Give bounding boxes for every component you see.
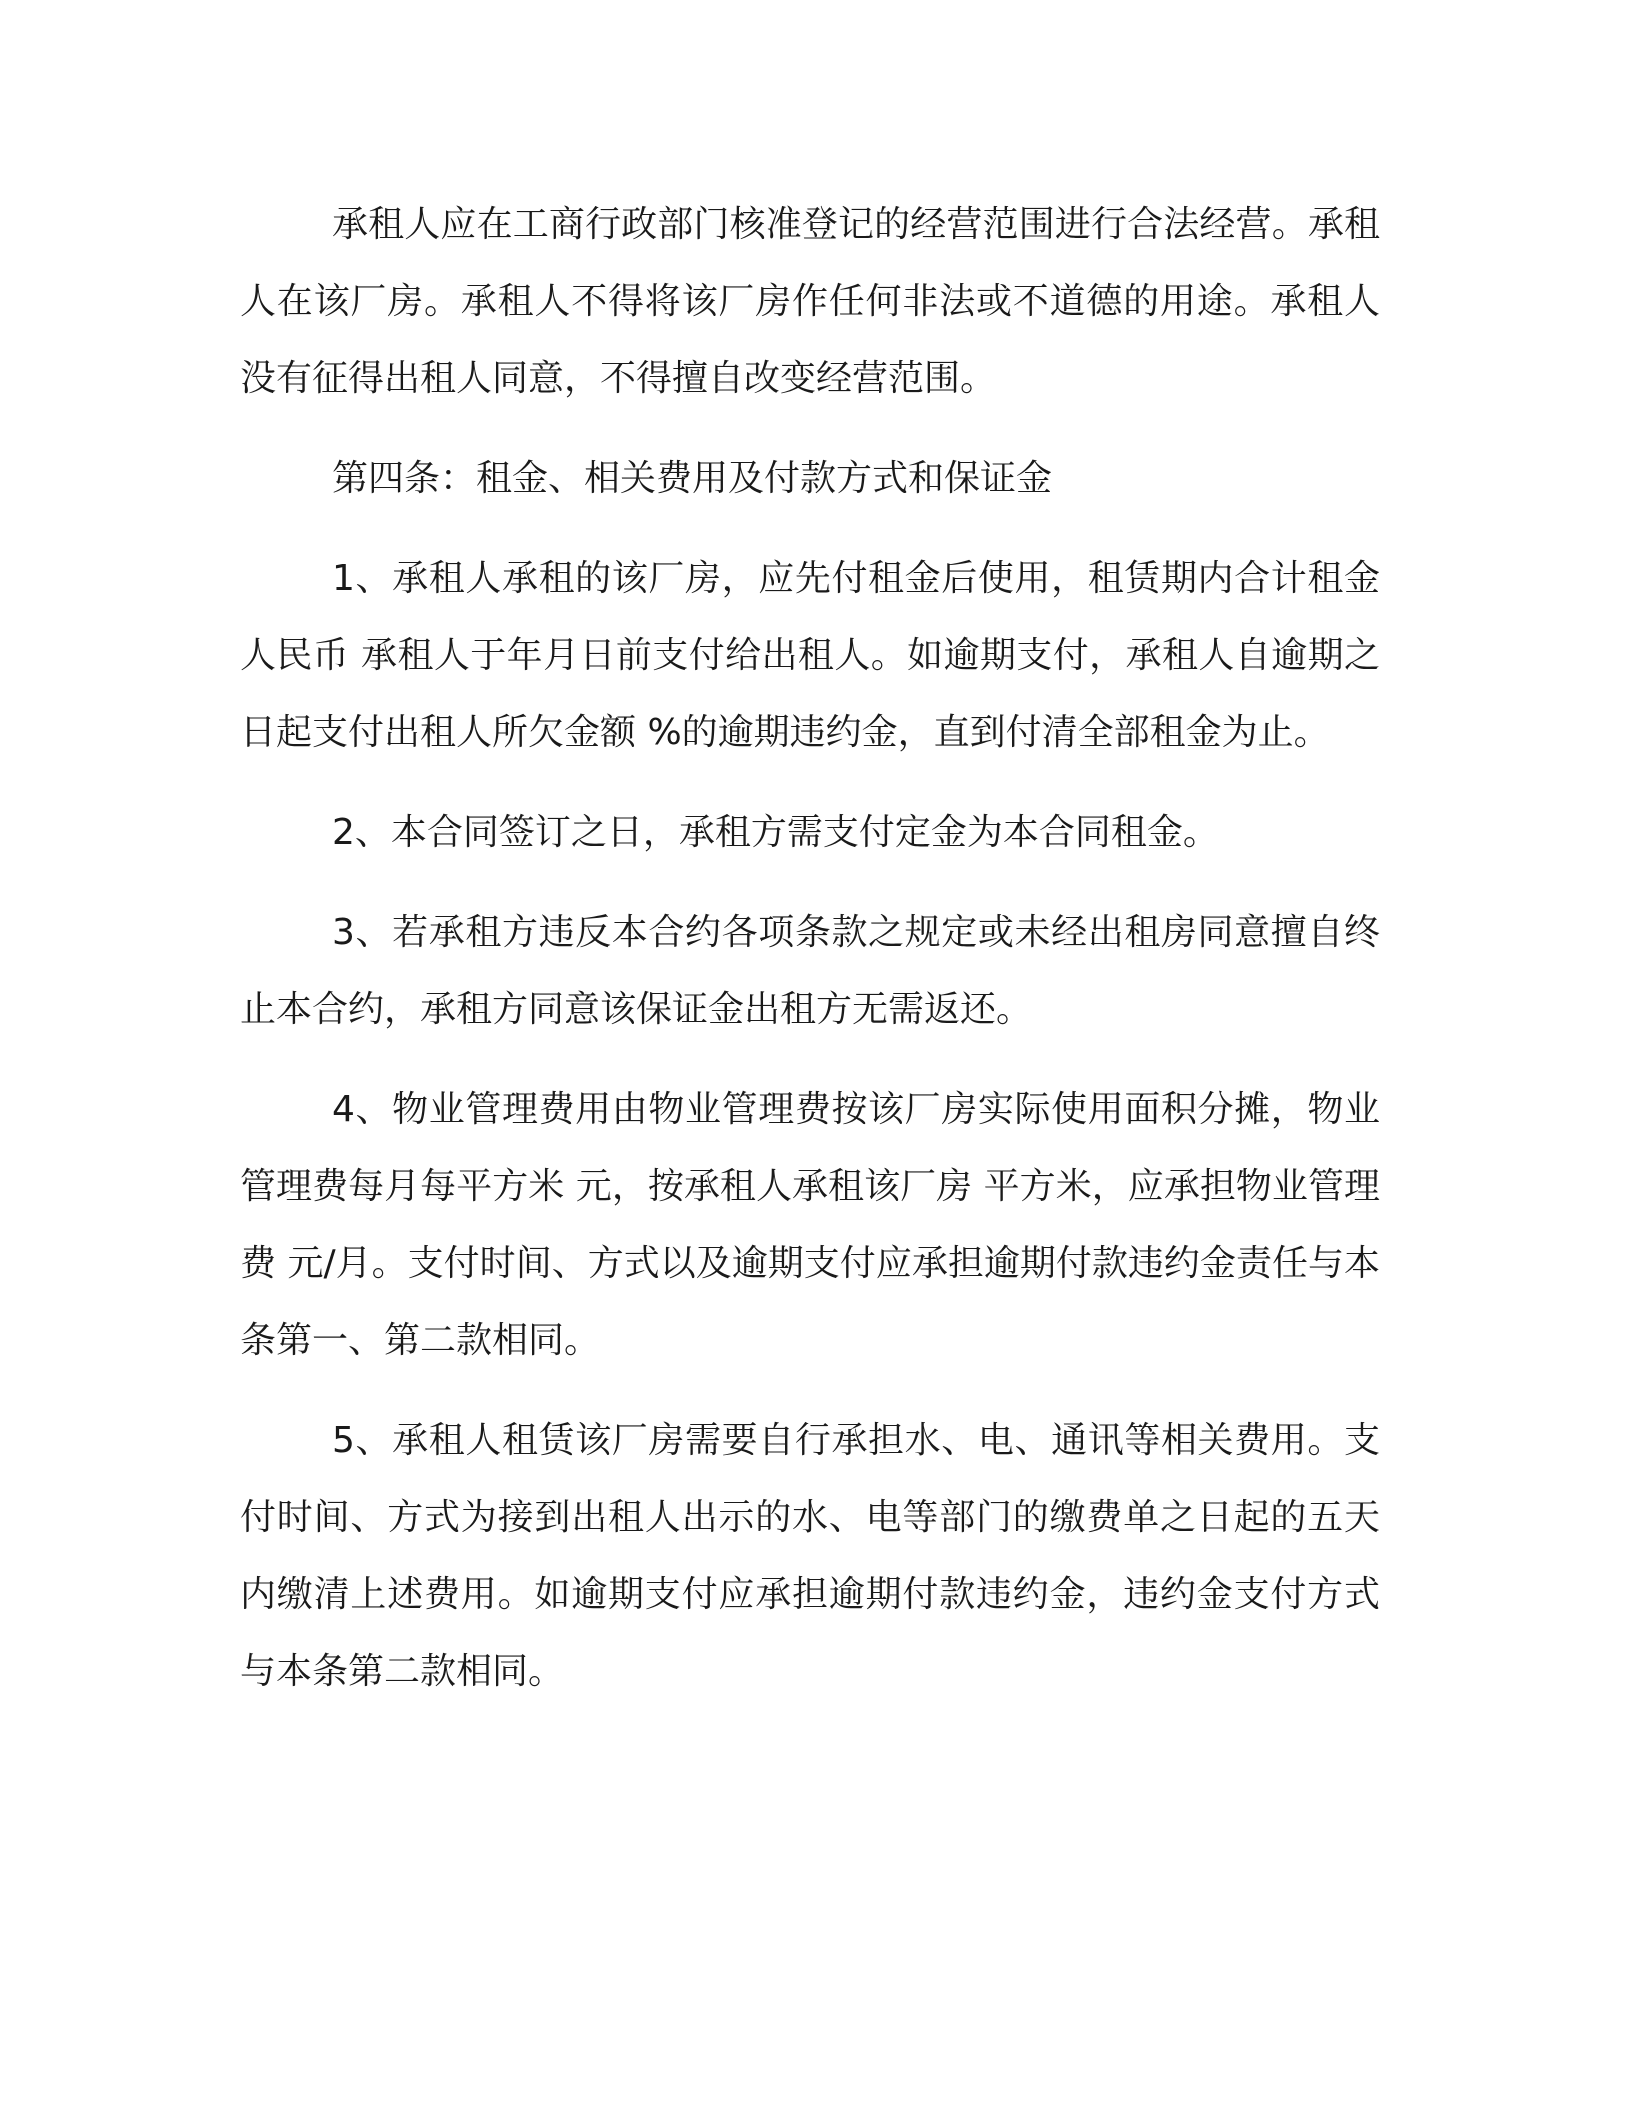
- clause-1-rent-payment: 1、承租人承租的该厂房，应先付租金后使用，租赁期内合计租金人民币 承租人于年月日前支付给出租人。如逾期支付，承租人自逾期之日起支付出租人所欠金额 %的逾期违约金，直到付清全部租金为止。: [240, 558, 1380, 753]
- paragraph-business-scope: 承租人应在工商行政部门核准登记的经营范围进行合法经营。承租人在该厂房。承租人不得将该厂房作任何非法或不道德的用途。承租人没有征得出租人同意，不得擅自改变经营范围。: [240, 204, 1380, 399]
- clause-3-deposit-forfeit: 3、若承租方违反本合约各项条款之规定或未经出租房同意擅自终止本合约，承租方同意该保证金出租方无需返还。: [240, 912, 1380, 1030]
- clause-5-utilities: 5、承租人租赁该厂房需要自行承担水、电、通讯等相关费用。支付时间、方式为接到出租人出示的水、电等部门的缴费单之日起的五天内缴清上述费用。如逾期支付应承担逾期付款违约金，违约金支付方式与本条第二款相同。: [240, 1420, 1380, 1692]
- article-four-heading: 第四条：租金、相关费用及付款方式和保证金: [332, 458, 1053, 499]
- clause-4-property-fee: 4、物业管理费用由物业管理费按该厂房实际使用面积分摊，物业管理费每月每平方米 元，按承租人承租该厂房 平方米，应承担物业管理费 元/月。支付时间、方式以及逾期支付应承担逾期付款违约金责任与本条第一、第二款相同。: [240, 1089, 1380, 1361]
- clause-2-deposit: 2、本合同签订之日，承租方需支付定金为本合同租金。: [332, 812, 1219, 853]
- document-body: [240, 186, 1380, 1733]
